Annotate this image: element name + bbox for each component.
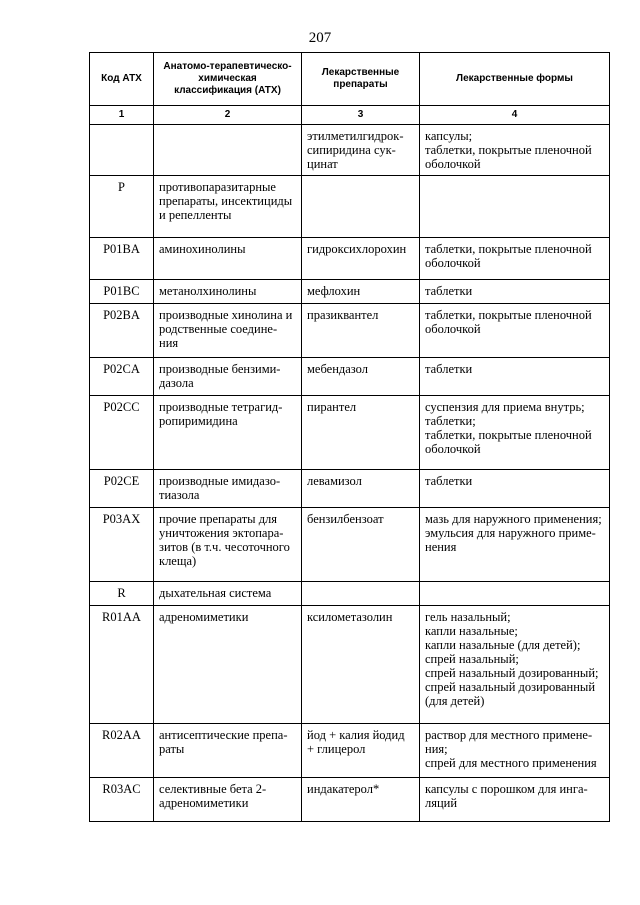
- classification-cell: производные хинолина и родственные соедине-ния: [154, 304, 302, 358]
- dosage-form-item: капли назальные;: [425, 624, 518, 638]
- dosage-form-item: таблетки, покрытые пленочной оболочкой: [425, 143, 592, 171]
- header-row: [90, 53, 610, 106]
- table-row: [90, 176, 610, 238]
- column-number-row: [90, 106, 610, 125]
- table-row: [90, 238, 610, 280]
- atc-code-cell: R03AC: [90, 778, 154, 822]
- dosage-form-item: таблетки: [425, 362, 473, 376]
- atc-code-cell: R01AA: [90, 606, 154, 724]
- atc-code-cell: [90, 125, 154, 176]
- table-row: [90, 125, 610, 176]
- dosage-form-item: таблетки: [425, 284, 473, 298]
- dosage-forms-cell: [420, 358, 610, 396]
- dosage-form-item: спрей для местного применения: [425, 756, 597, 770]
- dosage-form-item: капсулы с порошком для инга-ляций: [425, 782, 588, 810]
- classification-cell: противопаразитарные препараты, инсектициды и репелленты: [154, 176, 302, 238]
- dosage-forms-cell: [420, 125, 610, 176]
- column-number: 3: [302, 106, 420, 125]
- atc-code-cell: P01BA: [90, 238, 154, 280]
- drug-cell: празиквантел: [302, 304, 420, 358]
- atc-code-cell: P02CE: [90, 470, 154, 508]
- dosage-forms-cell: [420, 778, 610, 822]
- atc-table: [89, 52, 610, 822]
- dosage-forms-cell: [420, 280, 610, 304]
- dosage-form-item: таблетки, покрытые пленочной оболочкой: [425, 428, 592, 456]
- dosage-form-item: таблетки, покрытые пленочной оболочкой: [425, 308, 592, 336]
- atc-code-cell: R: [90, 582, 154, 606]
- drug-cell: пирантел: [302, 396, 420, 470]
- drug-cell: бензилбензоат: [302, 508, 420, 582]
- dosage-form-item: эмульсия для наружного приме-нения: [425, 526, 596, 554]
- atc-code-cell: P02CA: [90, 358, 154, 396]
- table-row: [90, 358, 610, 396]
- dosage-form-item: гель назальный;: [425, 610, 511, 624]
- table-row: [90, 396, 610, 470]
- dosage-form-item: спрей назальный дозированный (для детей): [425, 680, 596, 708]
- header-atc-classification: Анатомо-терапевтическо-химическая классификация (АТХ): [154, 53, 302, 106]
- dosage-form-item: мазь для наружного применения;: [425, 512, 602, 526]
- dosage-forms-cell: [420, 176, 610, 238]
- classification-cell: производные имидазо-тиазола: [154, 470, 302, 508]
- dosage-forms-cell: [420, 724, 610, 778]
- dosage-forms-cell: [420, 304, 610, 358]
- classification-cell: производные бензими-дазола: [154, 358, 302, 396]
- table-row: [90, 606, 610, 724]
- header-drugs: Лекарственные препараты: [302, 53, 420, 106]
- dosage-form-item: суспензия для приема внутрь;: [425, 400, 585, 414]
- drug-cell: ксилометазолин: [302, 606, 420, 724]
- dosage-forms-cell: [420, 396, 610, 470]
- column-number: 1: [90, 106, 154, 125]
- header-atc-code: Код АТХ: [90, 53, 154, 106]
- atc-code-cell: P01BC: [90, 280, 154, 304]
- table-row: [90, 724, 610, 778]
- drug-cell: мефлохин: [302, 280, 420, 304]
- table-row: [90, 582, 610, 606]
- atc-code-cell: P02CC: [90, 396, 154, 470]
- table-body: [90, 125, 610, 822]
- dosage-forms-cell: [420, 582, 610, 606]
- table-row: [90, 304, 610, 358]
- classification-cell: прочие препараты для уничтожения эктопара-зитов (в т.ч. чесоточного клеща): [154, 508, 302, 582]
- classification-cell: дыхательная система: [154, 582, 302, 606]
- drug-cell: [302, 176, 420, 238]
- dosage-forms-cell: [420, 508, 610, 582]
- drug-cell: мебендазол: [302, 358, 420, 396]
- table-row: [90, 470, 610, 508]
- classification-cell: аминохинолины: [154, 238, 302, 280]
- dosage-forms-cell: [420, 606, 610, 724]
- dosage-forms-cell: [420, 238, 610, 280]
- dosage-form-item: капсулы;: [425, 129, 473, 143]
- classification-cell: производные тетрагид-ропиримидина: [154, 396, 302, 470]
- dosage-form-item: раствор для местного примене-ния;: [425, 728, 593, 756]
- drug-cell: [302, 582, 420, 606]
- drug-cell: левамизол: [302, 470, 420, 508]
- column-number: 2: [154, 106, 302, 125]
- classification-cell: метанолхинолины: [154, 280, 302, 304]
- drug-cell: индакатерол*: [302, 778, 420, 822]
- classification-cell: [154, 125, 302, 176]
- page-number: 207: [308, 30, 332, 46]
- dosage-form-item: спрей назальный;: [425, 652, 519, 666]
- table-row: [90, 280, 610, 304]
- column-number: 4: [420, 106, 610, 125]
- dosage-form-item: спрей назальный дозированный;: [425, 666, 599, 680]
- dosage-form-item: капли назальные (для детей);: [425, 638, 581, 652]
- dosage-form-item: таблетки;: [425, 414, 476, 428]
- table-row: [90, 778, 610, 822]
- dosage-form-item: таблетки: [425, 474, 473, 488]
- header-dosage-forms: Лекарственные формы: [420, 53, 610, 106]
- drug-cell: йод + калия йодид + глицерол: [302, 724, 420, 778]
- table-row: [90, 508, 610, 582]
- drug-cell: гидроксихлорохин: [302, 238, 420, 280]
- atc-code-cell: P03AX: [90, 508, 154, 582]
- dosage-form-item: таблетки, покрытые пленочной оболочкой: [425, 242, 592, 270]
- classification-cell: селективные бета 2-адреномиметики: [154, 778, 302, 822]
- dosage-forms-cell: [420, 470, 610, 508]
- drug-cell: этилметилгидрок-сипиридина сук-цинат: [302, 125, 420, 176]
- classification-cell: адреномиметики: [154, 606, 302, 724]
- atc-code-cell: P: [90, 176, 154, 238]
- classification-cell: антисептические препа-раты: [154, 724, 302, 778]
- atc-code-cell: R02AA: [90, 724, 154, 778]
- atc-code-cell: P02BA: [90, 304, 154, 358]
